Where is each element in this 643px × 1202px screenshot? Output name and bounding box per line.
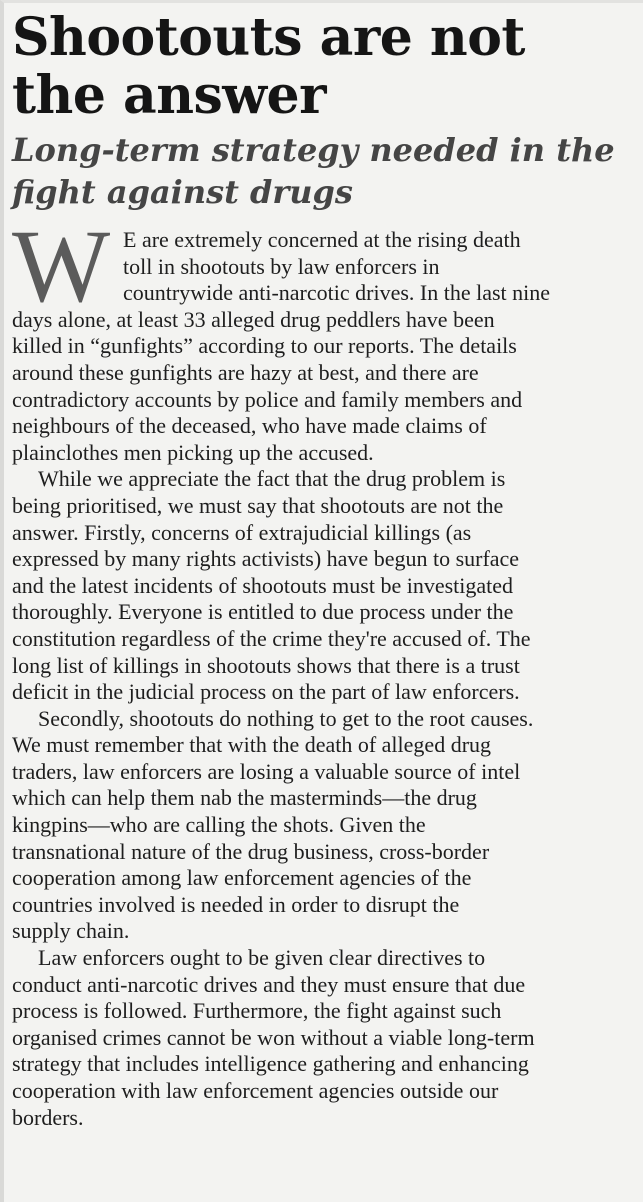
- paragraph-3: [12, 706, 625, 945]
- body-line: days alone, at least 33 alleged drug peddlers have been: [12, 306, 495, 332]
- paragraph-2: [12, 466, 625, 705]
- paragraph-4: [12, 945, 625, 1131]
- headline: [12, 9, 625, 125]
- body-line: plainclothes men picking up the accused.: [12, 439, 374, 465]
- article-body: [12, 209, 625, 1131]
- body-line: strategy that includes intelligence gathering and enhancing: [12, 1051, 529, 1077]
- body-line: While we appreciate the fact that the drug problem is: [38, 466, 506, 492]
- body-line: organised crimes cannot be won without a viable long-term: [12, 1024, 535, 1050]
- body-line: neighbours of the deceased, who have made claims of: [12, 413, 487, 439]
- body-line: expressed by many rights activists) have begun to surface: [12, 546, 520, 572]
- paragraph-1: [12, 209, 625, 466]
- body-line: E are extremely concerned at the rising death: [123, 227, 521, 252]
- body-line: conduct anti-narcotic drives and they must ensure that due: [12, 971, 526, 997]
- body-line: countrywide anti-narcotic drives. In the last nine: [123, 280, 551, 306]
- body-line: killed in “gunfights” according to our reports. The details: [12, 333, 517, 359]
- body-line: thoroughly. Everyone is entitled to due process under the: [12, 599, 514, 625]
- body-line: countries involved is needed in order to disrupt the: [12, 891, 460, 917]
- body-line: kingpins—who are calling the shots. Given the: [12, 812, 426, 838]
- body-line: traders, law enforcers are losing a valuable source of intel: [12, 758, 521, 784]
- body-line: constitution regardless of the crime they're accused of. The: [12, 625, 531, 651]
- body-line: cooperation among law enforcement agencies of the: [12, 865, 472, 891]
- body-line: supply chain.: [12, 918, 130, 944]
- subheadline: [12, 129, 625, 213]
- body-line: contradictory accounts by police and family members and: [12, 386, 523, 412]
- body-line: We must remember that with the death of alleged drug: [12, 732, 492, 758]
- body-line: borders.: [12, 1104, 84, 1130]
- body-line: being prioritised, we must say that shootouts are not the: [12, 492, 504, 518]
- body-line: around these gunfights are hazy at best, and there are: [12, 359, 479, 385]
- body-line: deficit in the judicial process on the part of law enforcers.: [12, 679, 520, 705]
- body-line: and the latest incidents of shootouts must be investigated: [12, 572, 514, 598]
- body-line: answer. Firstly, concerns of extrajudicial killings (as: [12, 519, 472, 545]
- body-line: transnational nature of the drug business, cross-border: [12, 838, 490, 864]
- body-line: Law enforcers ought to be given clear directives to: [38, 945, 486, 971]
- drop-cap: W: [12, 209, 111, 324]
- body-line: long list of killings in shootouts shows that there is a trust: [12, 652, 520, 678]
- headline-line: the answer: [12, 65, 327, 126]
- subheadline-line: Long-term strategy needed in the: [12, 131, 615, 169]
- subheadline-line: fight against drugs: [12, 173, 353, 211]
- body-line: toll in shootouts by law enforcers in: [123, 253, 440, 279]
- body-line: Secondly, shootouts do nothing to get to the root causes.: [38, 705, 534, 731]
- body-line: cooperation with law enforcement agencies outside our: [12, 1078, 499, 1103]
- body-line: which can help them nab the masterminds—the drug: [12, 785, 477, 811]
- body-line: process is followed. Furthermore, the fight against such: [12, 998, 502, 1024]
- headline-line: Shootouts are not: [12, 7, 525, 68]
